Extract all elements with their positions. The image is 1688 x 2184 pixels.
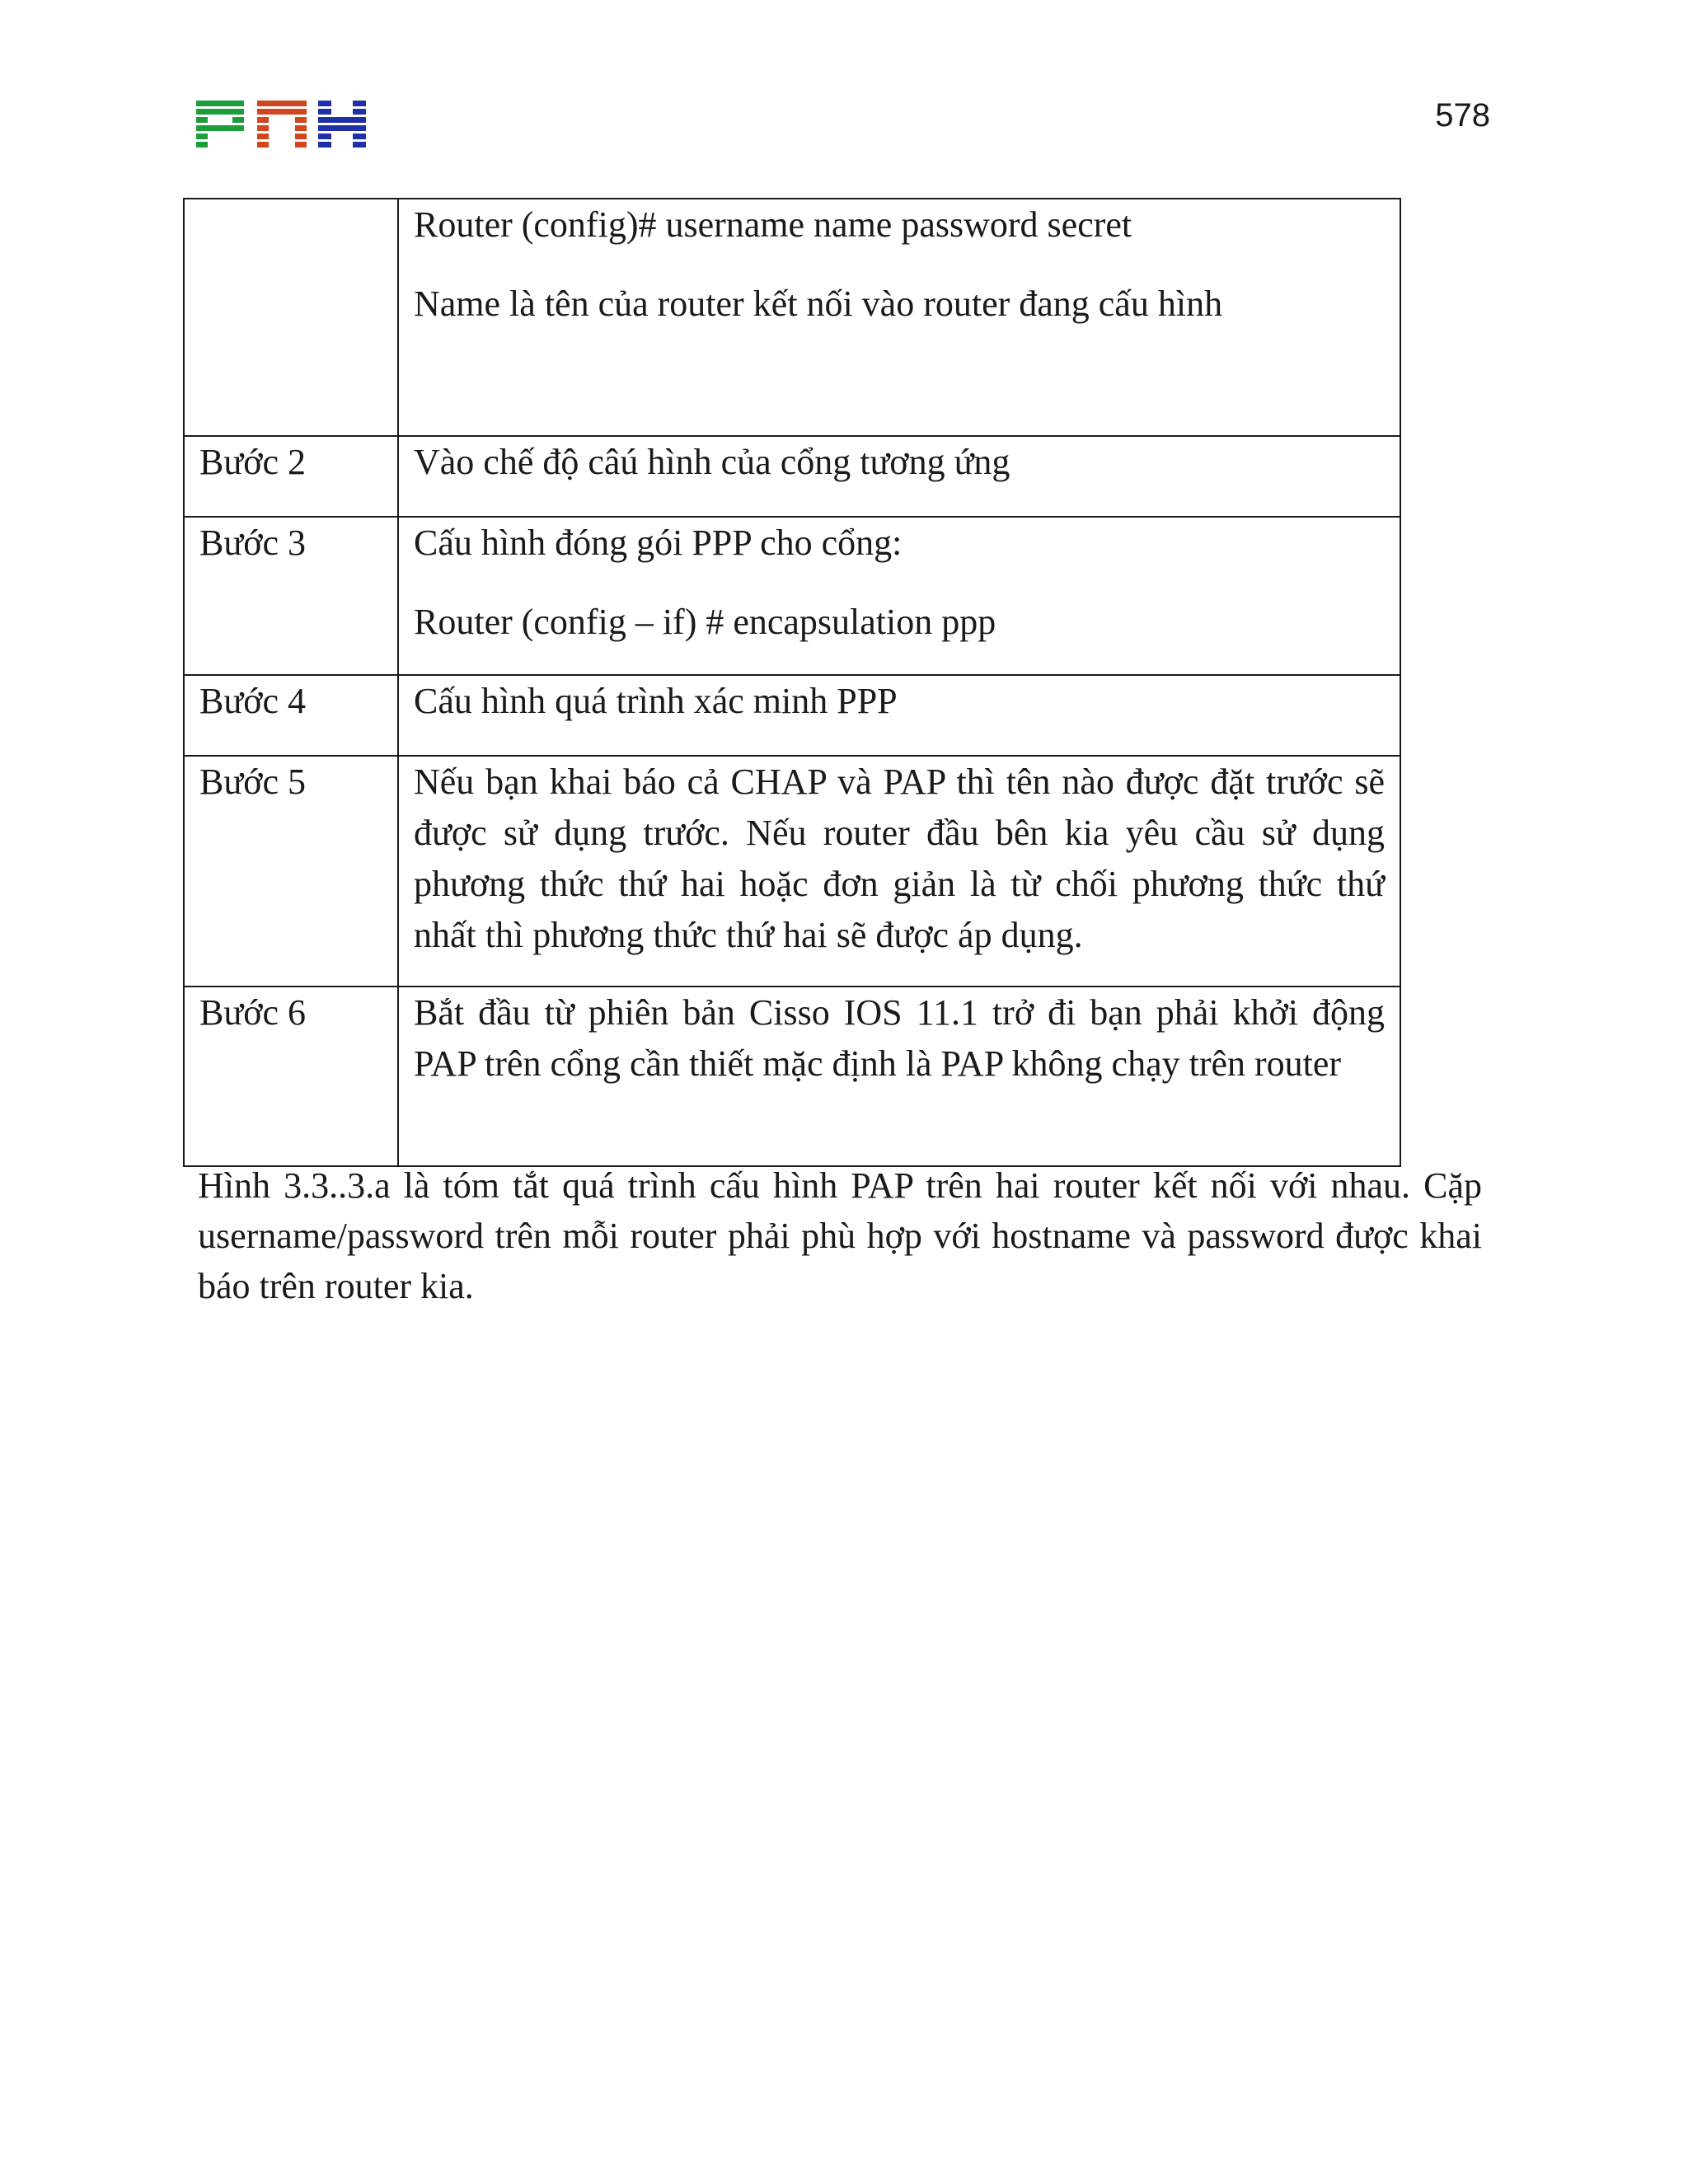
step-label: Bước 3 <box>184 517 398 675</box>
step-content <box>398 675 1400 756</box>
table-row <box>184 517 1400 675</box>
step-content <box>398 436 1400 517</box>
step-label <box>184 199 398 436</box>
pnh-logo <box>196 101 366 148</box>
step-text: Cấu hình đóng gói PPP cho cổng: <box>414 523 903 563</box>
steps-table <box>183 198 1401 1167</box>
step-content <box>398 987 1400 1166</box>
step-text: Vào chế độ câú hình của cổng tương ứng <box>414 442 1010 482</box>
step-content <box>398 517 1400 675</box>
step-label: Bước 4 <box>184 675 398 756</box>
step-content <box>398 756 1400 987</box>
step-label: Bước 5 <box>184 756 398 987</box>
step-content <box>398 199 1400 436</box>
step-text: Name là tên của router kết nối vào router đang cấu hình <box>414 284 1223 324</box>
logo-letter-n <box>257 101 307 148</box>
table-row <box>184 987 1400 1166</box>
table-row <box>184 756 1400 987</box>
table-row <box>184 436 1400 517</box>
figure-caption-paragraph: Hình 3.3..3.a là tóm tắt quá trình cấu hình PAP trên hai router kết nối với nhau. Cặp username/password trên mỗi router phải phù hợp với hostname và password được khai báo trên router kia. <box>198 1165 1482 1306</box>
step-text: Router (config – if) # encapsulation ppp <box>414 602 996 642</box>
step-text: Bắt đầu từ phiên bản Cisso IOS 11.1 trở đi bạn phải khởi động PAP trên cổng cần thiết mặc định là PAP không chạy trên router <box>414 992 1385 1084</box>
step-text: Nếu bạn khai báo cả CHAP và PAP thì tên nào được đặt trước sẽ được sử dụng trước. Nếu router đầu bên kia yêu cầu sử dụng phương thức thứ hai hoặc đơn giản là từ chối phương thức thứ nhất thì phương thức thứ hai sẽ được áp dụng. <box>414 762 1385 955</box>
logo-letter-p <box>196 101 244 148</box>
logo-letter-h <box>318 101 366 148</box>
table-row <box>184 199 1400 436</box>
step-text: Router (config)# username name password secret <box>414 204 1132 245</box>
step-label: Bước 2 <box>184 436 398 517</box>
page-number: 578 <box>1435 97 1490 134</box>
step-text: Cấu hình quá trình xác minh PPP <box>414 681 898 721</box>
table-row <box>184 675 1400 756</box>
step-label: Bước 6 <box>184 987 398 1166</box>
